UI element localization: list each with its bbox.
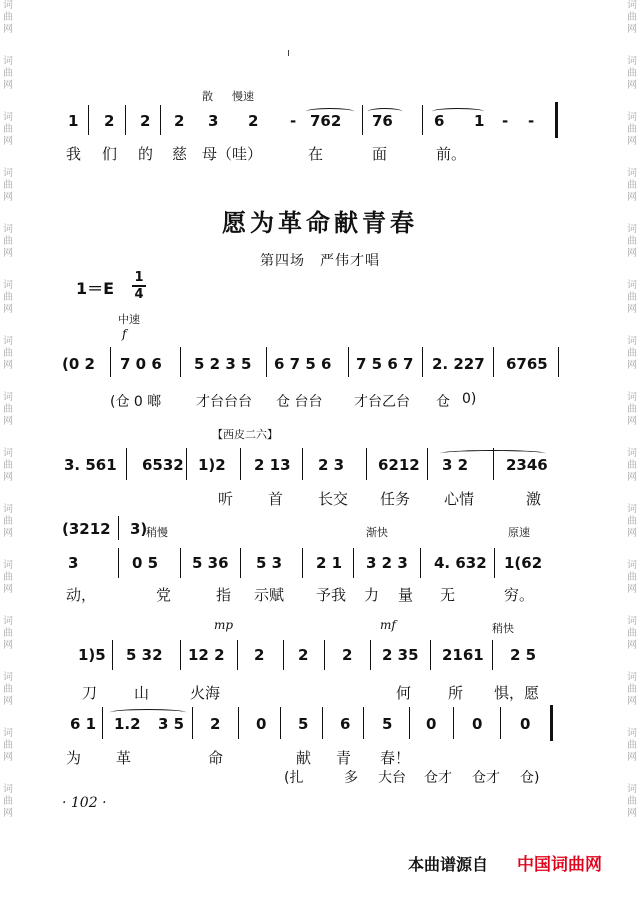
barline xyxy=(353,548,354,578)
barline xyxy=(558,347,559,377)
percussion-text: 仓才 xyxy=(472,770,500,786)
watermark-char: 网 xyxy=(627,360,637,371)
barline xyxy=(363,707,364,739)
barline xyxy=(366,448,367,480)
watermark-char: 网 xyxy=(627,24,637,35)
note: 5 xyxy=(298,715,309,733)
note: 3 xyxy=(208,112,219,130)
lyric: 首 xyxy=(268,490,284,508)
tempo-mark: 稍慢 xyxy=(146,526,168,539)
slur xyxy=(440,450,546,457)
watermark-char: 曲 xyxy=(627,740,637,751)
watermark-char: 曲 xyxy=(627,180,637,191)
watermark-char: 词 xyxy=(3,672,13,683)
barline xyxy=(492,640,493,670)
note: 6532 xyxy=(142,456,184,474)
watermark-char: 曲 xyxy=(627,348,637,359)
note: 0 xyxy=(426,715,437,733)
barline xyxy=(186,448,187,480)
watermark-char: 曲 xyxy=(627,404,637,415)
watermark-char: 网 xyxy=(3,584,13,595)
barline xyxy=(422,105,423,135)
slur xyxy=(306,108,354,115)
time-signature xyxy=(132,271,146,301)
watermark-char: 曲 xyxy=(3,124,13,135)
note: 3 2 3 xyxy=(366,554,408,572)
note: 3) xyxy=(130,520,148,538)
barline xyxy=(102,707,103,739)
lyric: 在 xyxy=(308,145,324,163)
lyric: 们 xyxy=(102,145,118,163)
watermark-char: 词 xyxy=(627,56,637,67)
note: - xyxy=(290,112,297,130)
lyric: 献 xyxy=(296,749,312,767)
watermark-char: 词 xyxy=(3,392,13,403)
watermark-char: 曲 xyxy=(3,516,13,527)
watermark-char: 词 xyxy=(3,112,13,123)
watermark-char: 网 xyxy=(3,808,13,819)
note: 2 xyxy=(248,112,259,130)
note: 3 xyxy=(68,554,79,572)
barline xyxy=(348,347,349,377)
lyric: 长交 xyxy=(318,490,349,508)
watermark-char: 词 xyxy=(3,616,13,627)
watermark-char: 网 xyxy=(627,584,637,595)
watermark-char: 曲 xyxy=(627,292,637,303)
note: 7 0 6 xyxy=(120,355,162,373)
watermark-char: 词 xyxy=(627,336,637,347)
lyric: 穷。 xyxy=(504,586,535,604)
watermark-char: 曲 xyxy=(627,124,637,135)
watermark-char: 曲 xyxy=(627,516,637,527)
watermark-char: 词 xyxy=(627,280,637,291)
lyric: 予我 xyxy=(316,586,347,604)
note: 6 7 5 6 xyxy=(274,355,332,373)
barline xyxy=(494,548,495,578)
barline xyxy=(493,347,494,377)
watermark-char: 网 xyxy=(627,304,637,315)
watermark-char: 词 xyxy=(627,616,637,627)
note: 1)2 xyxy=(198,456,226,474)
watermark-char: 网 xyxy=(3,192,13,203)
watermark-char: 曲 xyxy=(3,460,13,471)
lyric: 火海 xyxy=(190,684,221,702)
note: 5 36 xyxy=(192,554,229,572)
watermark-char: 词 xyxy=(3,168,13,179)
note: 2. 227 xyxy=(432,355,485,373)
note: 2 xyxy=(104,112,115,130)
percussion-text: (扎 xyxy=(284,770,304,786)
barline xyxy=(240,548,241,578)
note: 0 xyxy=(256,715,267,733)
note: 6765 xyxy=(506,355,548,373)
percussion-text: 仓才 xyxy=(424,770,452,786)
page-number: · 102 · xyxy=(62,795,107,811)
note: 6 1 xyxy=(70,715,97,733)
barline xyxy=(238,707,239,739)
note: 6212 xyxy=(378,456,420,474)
lyric: 动， xyxy=(66,586,97,604)
watermark-char: 词 xyxy=(627,504,637,515)
watermark-char: 曲 xyxy=(3,180,13,191)
watermark-char: 词 xyxy=(3,560,13,571)
percussion-text: 才台乙台 xyxy=(354,394,410,410)
barline xyxy=(118,548,119,578)
watermark-char: 词 xyxy=(3,504,13,515)
note: - xyxy=(502,112,509,130)
lyric: 所 xyxy=(448,684,464,702)
song-subtitle: 第四场 严伟才唱 xyxy=(260,253,380,269)
lyric: 山 xyxy=(134,684,150,702)
watermark-char: 网 xyxy=(3,472,13,483)
tempo-mark: 慢速 xyxy=(232,90,254,103)
percussion-text: 0) xyxy=(462,391,477,407)
final-barline xyxy=(550,705,553,741)
note: 6 xyxy=(340,715,351,733)
watermark-char: 词 xyxy=(627,448,637,459)
barline xyxy=(266,347,267,377)
watermark-char: 词 xyxy=(627,784,637,795)
percussion-text: 多 xyxy=(344,770,358,786)
watermark-char: 网 xyxy=(627,416,637,427)
barline xyxy=(280,707,281,739)
lyric: 无 xyxy=(440,586,456,604)
lyric: 力 xyxy=(364,586,380,604)
watermark-char: 网 xyxy=(627,696,637,707)
watermark-char: 网 xyxy=(3,304,13,315)
note: 2 13 xyxy=(254,456,291,474)
score-line-5 xyxy=(0,705,640,855)
barline xyxy=(324,640,325,670)
slur xyxy=(110,709,186,716)
watermark-char: 曲 xyxy=(627,684,637,695)
barline xyxy=(240,448,241,480)
note: 0 xyxy=(520,715,531,733)
barline xyxy=(180,347,181,377)
lyric: 惧，愿 xyxy=(494,684,540,702)
barline xyxy=(125,105,126,135)
barline xyxy=(453,707,454,739)
watermark-char: 曲 xyxy=(3,68,13,79)
watermark-char: 网 xyxy=(627,640,637,651)
barline xyxy=(362,105,363,135)
note: 2346 xyxy=(506,456,548,474)
source-site-link[interactable]: 中国词曲网 xyxy=(517,855,602,875)
watermark-char: 曲 xyxy=(627,796,637,807)
lyric: 为 xyxy=(66,749,82,767)
lyric: 示赋 xyxy=(254,586,285,604)
note: 4. 632 xyxy=(434,554,487,572)
note: 3. 561 xyxy=(64,456,117,474)
percussion-text: 才台台台 xyxy=(196,394,252,410)
tempo-mark: 散 xyxy=(202,90,213,103)
note: 1.2 xyxy=(114,715,141,733)
watermark-char: 词 xyxy=(3,336,13,347)
barline xyxy=(427,448,428,480)
slur xyxy=(368,108,402,115)
watermark-char: 网 xyxy=(627,80,637,91)
watermark-char: 曲 xyxy=(3,348,13,359)
barline xyxy=(322,707,323,739)
note: 6 xyxy=(434,112,445,130)
watermark-char: 网 xyxy=(627,472,637,483)
barline xyxy=(180,640,181,670)
note: 3 5 xyxy=(158,715,185,733)
watermark-char: 网 xyxy=(3,752,13,763)
watermark-char: 词 xyxy=(627,728,637,739)
lyric: 青 xyxy=(336,749,352,767)
dynamic-mark: mf xyxy=(380,618,396,632)
note: 2 xyxy=(210,715,221,733)
watermark-char: 词 xyxy=(3,784,13,795)
lyric: 听 xyxy=(218,490,234,508)
lyric: 慈 xyxy=(172,145,188,163)
percussion-text: 大台 xyxy=(378,770,406,786)
watermark-char: 曲 xyxy=(3,684,13,695)
note: 1 xyxy=(474,112,485,130)
barline xyxy=(422,347,423,377)
note: - xyxy=(528,112,535,130)
watermark-char: 网 xyxy=(3,640,13,651)
lyric: 革 xyxy=(116,749,132,767)
watermark-char: 词 xyxy=(627,560,637,571)
watermark-char: 词 xyxy=(627,224,637,235)
note: 1 xyxy=(68,112,79,130)
watermark-char: 曲 xyxy=(627,12,637,23)
lyric: 任务 xyxy=(380,490,411,508)
tempo-mark: 中速 xyxy=(118,313,140,326)
tempo-mark: 渐快 xyxy=(366,526,388,539)
time-denominator: 4 xyxy=(134,287,144,302)
percussion-text: 仓) xyxy=(520,770,540,786)
final-barline xyxy=(555,102,558,138)
barline xyxy=(160,105,161,135)
lyric: 刀 xyxy=(82,684,98,702)
watermark-char: 词 xyxy=(3,224,13,235)
note: 76 xyxy=(372,112,393,130)
watermark-char: 网 xyxy=(3,528,13,539)
note: (3212 xyxy=(62,520,111,538)
watermark-char: 曲 xyxy=(627,628,637,639)
watermark-char: 网 xyxy=(3,360,13,371)
watermark-char: 网 xyxy=(3,416,13,427)
watermark-char: 曲 xyxy=(3,740,13,751)
watermark-char: 网 xyxy=(3,80,13,91)
song-title: 愿为革命献青春 xyxy=(222,209,418,237)
note: 1)5 xyxy=(78,646,106,664)
watermark-char: 网 xyxy=(3,248,13,259)
barline xyxy=(370,640,371,670)
watermark-char: 曲 xyxy=(627,236,637,247)
percussion-text: (仓 0 啷 xyxy=(110,394,162,410)
watermark-char: 曲 xyxy=(3,796,13,807)
watermark-char: 曲 xyxy=(3,404,13,415)
note: 5 32 xyxy=(126,646,163,664)
watermark-char: 词 xyxy=(627,392,637,403)
barline xyxy=(420,548,421,578)
note: 12 2 xyxy=(188,646,225,664)
watermark-char: 网 xyxy=(3,136,13,147)
note: 2 xyxy=(298,646,309,664)
watermark-char: 网 xyxy=(3,696,13,707)
lyric: 心情 xyxy=(444,490,475,508)
note: 2 xyxy=(342,646,353,664)
lyric: 前。 xyxy=(436,145,467,163)
barline xyxy=(409,707,410,739)
watermark-char: 网 xyxy=(627,248,637,259)
barline xyxy=(283,640,284,670)
lyric: 春！ xyxy=(380,749,411,767)
note: 0 xyxy=(472,715,483,733)
watermark-char: 词 xyxy=(3,280,13,291)
note: 5 xyxy=(382,715,393,733)
note: 0 5 xyxy=(132,554,159,572)
watermark-char: 曲 xyxy=(627,572,637,583)
note: 2 xyxy=(140,112,151,130)
lyric: 我 xyxy=(66,145,82,163)
barline xyxy=(302,548,303,578)
note: 2 35 xyxy=(382,646,419,664)
dynamic-mark: mp xyxy=(214,618,234,632)
watermark-char: 词 xyxy=(3,448,13,459)
lyric: 的 xyxy=(138,145,154,163)
note: 3 2 xyxy=(442,456,469,474)
watermark-char: 词 xyxy=(627,112,637,123)
watermark-char: 曲 xyxy=(3,12,13,23)
tempo-mark: 原速 xyxy=(508,526,530,539)
note: 5 3 xyxy=(256,554,283,572)
lyric: 面 xyxy=(372,145,388,163)
watermark-char: 网 xyxy=(627,192,637,203)
watermark-char: 网 xyxy=(627,808,637,819)
barline xyxy=(500,707,501,739)
note: 2 xyxy=(174,112,185,130)
barline xyxy=(192,707,193,739)
time-numerator: 1 xyxy=(134,270,144,285)
percussion-text: 仓 xyxy=(436,394,450,410)
watermark-char: 网 xyxy=(627,752,637,763)
barline xyxy=(110,347,111,377)
note: 5 2 3 5 xyxy=(194,355,252,373)
barline xyxy=(237,640,238,670)
lyric: 党 xyxy=(156,586,172,604)
watermark-char: 曲 xyxy=(3,628,13,639)
note: 2161 xyxy=(442,646,484,664)
watermark-char: 曲 xyxy=(3,236,13,247)
corner-mark xyxy=(288,50,289,56)
note: 7 5 6 7 xyxy=(356,355,414,373)
lyric: 激 xyxy=(526,490,542,508)
barline xyxy=(88,105,89,135)
slur xyxy=(432,108,484,115)
lyric: 指 xyxy=(216,586,232,604)
note: 2 3 xyxy=(318,456,345,474)
watermark-char: 网 xyxy=(627,528,637,539)
watermark-char: 网 xyxy=(627,136,637,147)
watermark-char: 曲 xyxy=(3,292,13,303)
dynamic-mark: f xyxy=(122,327,127,341)
watermark-char: 网 xyxy=(3,24,13,35)
percussion-text: 仓 台台 xyxy=(276,394,323,410)
lyric: 量 xyxy=(398,586,414,604)
watermark-char: 词 xyxy=(3,56,13,67)
barline xyxy=(430,640,431,670)
barline xyxy=(180,548,181,578)
key-signature: 1＝E xyxy=(76,279,115,298)
watermark-char: 词 xyxy=(627,672,637,683)
watermark-char: 词 xyxy=(627,168,637,179)
barline xyxy=(126,448,127,480)
note: (0 2 xyxy=(62,355,95,373)
note: 2 xyxy=(254,646,265,664)
lyric: 命 xyxy=(208,749,224,767)
watermark-char: 词 xyxy=(3,0,13,11)
barline xyxy=(302,448,303,480)
watermark-char: 词 xyxy=(627,0,637,11)
note: 2 1 xyxy=(316,554,343,572)
note: 1(62 xyxy=(504,554,543,572)
tempo-mark: 稍快 xyxy=(492,622,514,635)
note: 2 5 xyxy=(510,646,537,664)
watermark-char: 曲 xyxy=(627,460,637,471)
barline xyxy=(112,640,113,670)
watermark-char: 曲 xyxy=(627,68,637,79)
source-label: 本曲谱源自 xyxy=(408,855,489,874)
watermark-char: 词 xyxy=(3,728,13,739)
banqiang-label: 【西皮二六】 xyxy=(212,428,278,441)
lyric: 何 xyxy=(396,684,412,702)
barline xyxy=(118,516,119,540)
note: 762 xyxy=(310,112,342,130)
watermark-char: 曲 xyxy=(3,572,13,583)
lyric: 母（哇） xyxy=(202,145,263,163)
